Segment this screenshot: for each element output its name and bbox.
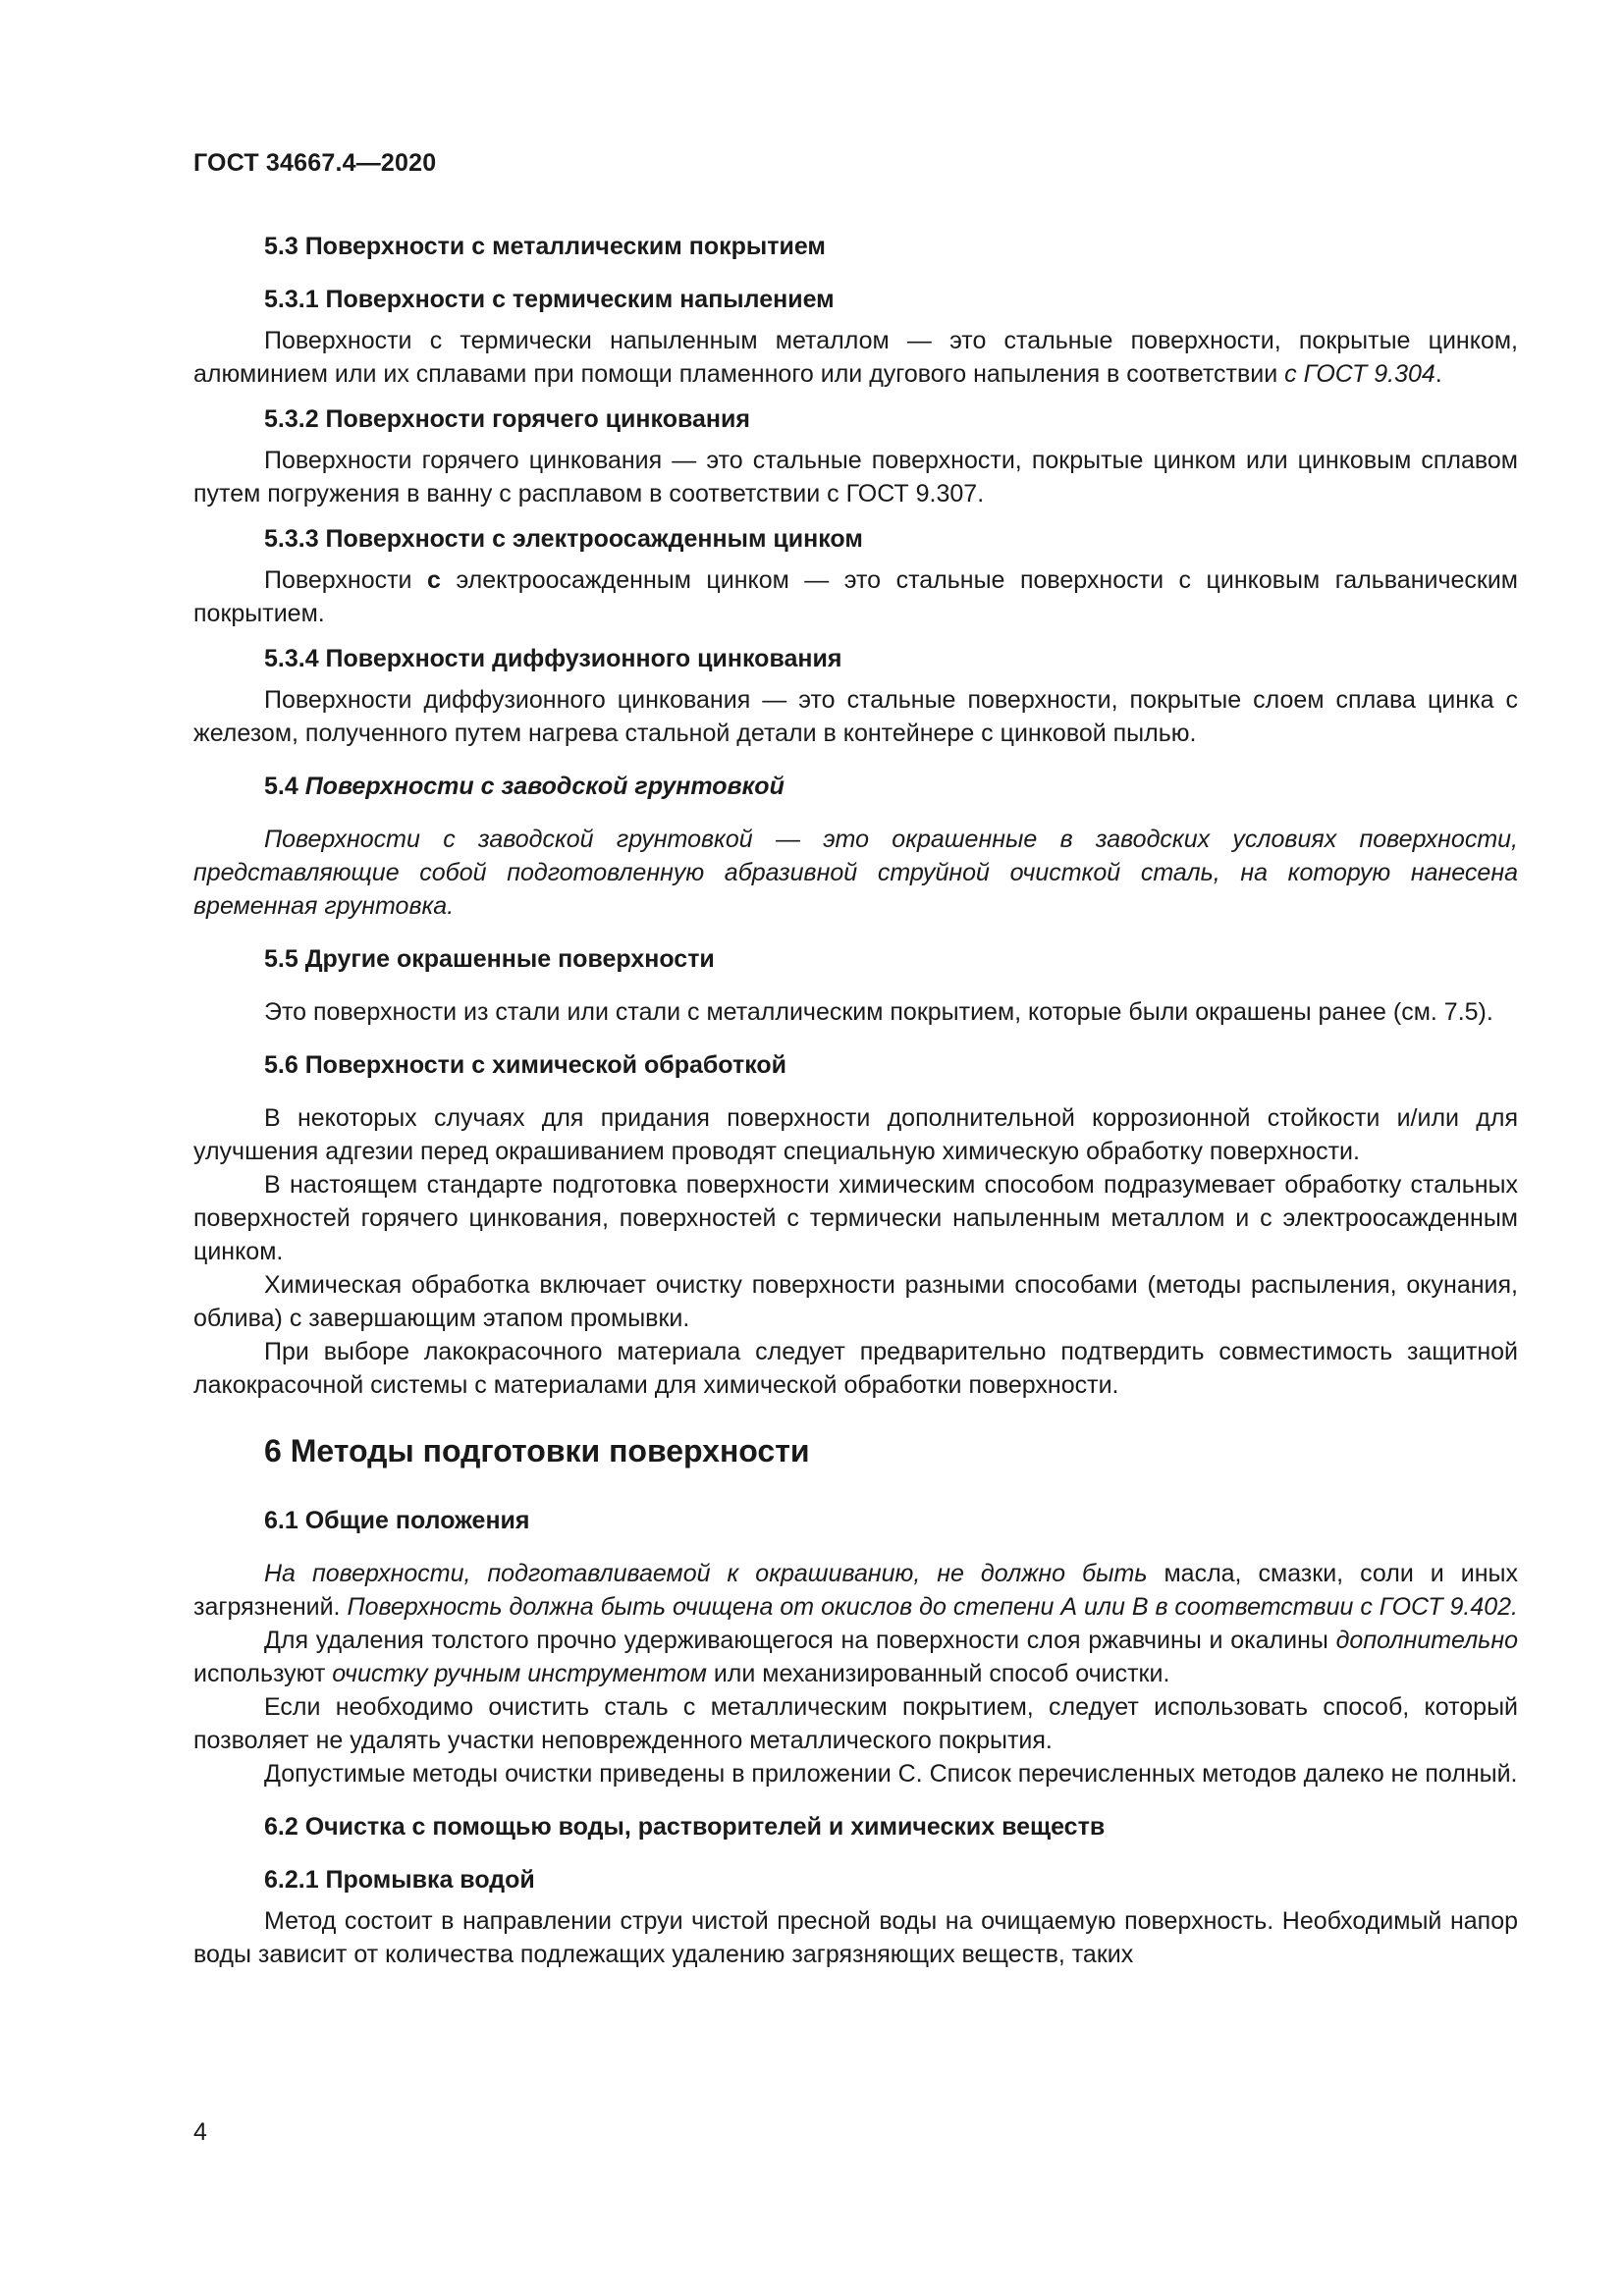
paragraph-5-3-1: Поверхности с термически напыленным металлом — это стальные поверхности, покрытые цинком, алюминием или их сплавами при помощи пламенного или дугового напыления в соответствии с ГОСТ 9.304. [193, 327, 1518, 388]
section-heading-6-2-1: 6.2.1 Промывка водой [264, 1866, 535, 1894]
chapter-heading-6: 6 Методы подготовки поверхности [264, 1433, 810, 1468]
paragraph-6-1-2: Для удаления толстого прочно удерживающегося на поверхности слоя ржавчины и окалины дополнительно используют очистку ручным инструментом или механизированный способ очистки. [193, 1627, 1518, 1687]
paragraph-6-1-1: На поверхности, подготавливаемой к окрашиванию, не должно быть масла, смазки, соли и иных загрязнений. Поверхность должна быть очищена от окислов до степени А или В в соответствии с ГОСТ 9.402. [193, 1560, 1518, 1621]
paragraph-5-6-4: При выборе лакокрасочного материала следует предварительно подтвердить совместимость защитной лакокрасочной системы с материалами для химической обработки поверхности. [193, 1338, 1518, 1399]
paragraph-5-3-3: Поверхности с электроосажденным цинком — это стальные поверхности с цинковым гальваническим покрытием. [193, 566, 1518, 627]
paragraph-5-6-2: В настоящем стандарте подготовка поверхности химическим способом подразумевает обработку стальных поверхностей горячего цинкования, поверхностей с термически напыленным металлом и с электроосажденным цинком. [193, 1171, 1518, 1265]
section-heading-6-1: 6.1 Общие положения [264, 1507, 530, 1534]
paragraph-5-4: Поверхности с заводской грунтовкой — это окрашенные в заводских условиях поверхности, представляющие собой подготовленную абразивной струйной очисткой сталь, на которую нанесена временная грунтовка. [193, 826, 1518, 920]
document-header: ГОСТ 34667.4—2020 [193, 149, 437, 177]
paragraph-6-1-4: Допустимые методы очистки приведены в приложении С. Список перечисленных методов далеко не полный. [264, 1760, 1518, 1788]
section-heading-5-3-3: 5.3.3 Поверхности с электроосажденным цинком [264, 525, 863, 553]
section-heading-5-3-4: 5.3.4 Поверхности диффузионного цинкования [264, 645, 842, 672]
section-heading-5-6: 5.6 Поверхности с химической обработкой [264, 1051, 787, 1079]
paragraph-5-3-2: Поверхности горячего цинкования — это стальные поверхности, покрытые цинком или цинковым сплавом путем погружения в ванну с расплавом в соответствии с ГОСТ 9.307. [193, 447, 1518, 507]
section-heading-5-5: 5.5 Другие окрашенные поверхности [264, 945, 715, 973]
paragraph-5-6-3: Химическая обработка включает очистку поверхности разными способами (методы распыления, окунания, облива) с завершающим этапом промывки. [193, 1271, 1518, 1332]
section-heading-5-3: 5.3 Поверхности с металлическим покрытием [264, 233, 826, 260]
standard-reference: с ГОСТ 9.304 [1284, 360, 1435, 388]
section-heading-5-3-2: 5.3.2 Поверхности горячего цинкования [264, 405, 750, 433]
page-number: 4 [193, 2118, 207, 2146]
paragraph-5-5: Это поверхности из стали или стали с металлическим покрытием, которые были окрашены ранее (см. 7.5). [264, 998, 1493, 1026]
paragraph-5-3-4: Поверхности диффузионного цинкования — это стальные поверхности, покрытые слоем сплава цинка с железом, полученного путем нагрева стальной детали в контейнере с цинковой пылью. [193, 686, 1518, 747]
document-body [193, 224, 1518, 1971]
section-heading-6-2: 6.2 Очистка с помощью воды, растворителей и химических веществ [264, 1813, 1106, 1841]
paragraph-6-1-3: Если необходимо очистить сталь с металлическим покрытием, следует использовать способ, который позволяет не удалять участки неповрежденного металлического покрытия. [193, 1693, 1518, 1754]
paragraph-6-2-1: Метод состоит в направлении струи чистой пресной воды на очищаемую поверхность. Необходимый напор воды зависит от количества подлежащих удалению загрязняющих веществ, таких [193, 1907, 1518, 1968]
paragraph-5-6-1: В некоторых случаях для придания поверхности дополнительной коррозионной стойкости и/или для улучшения адгезии перед окрашиванием проводят специальную химическую обработку поверхности. [193, 1104, 1518, 1165]
section-heading-5-4: 5.4 Поверхности с заводской грунтовкой [264, 773, 785, 800]
section-heading-5-3-1: 5.3.1 Поверхности с термическим напылением [264, 286, 835, 313]
